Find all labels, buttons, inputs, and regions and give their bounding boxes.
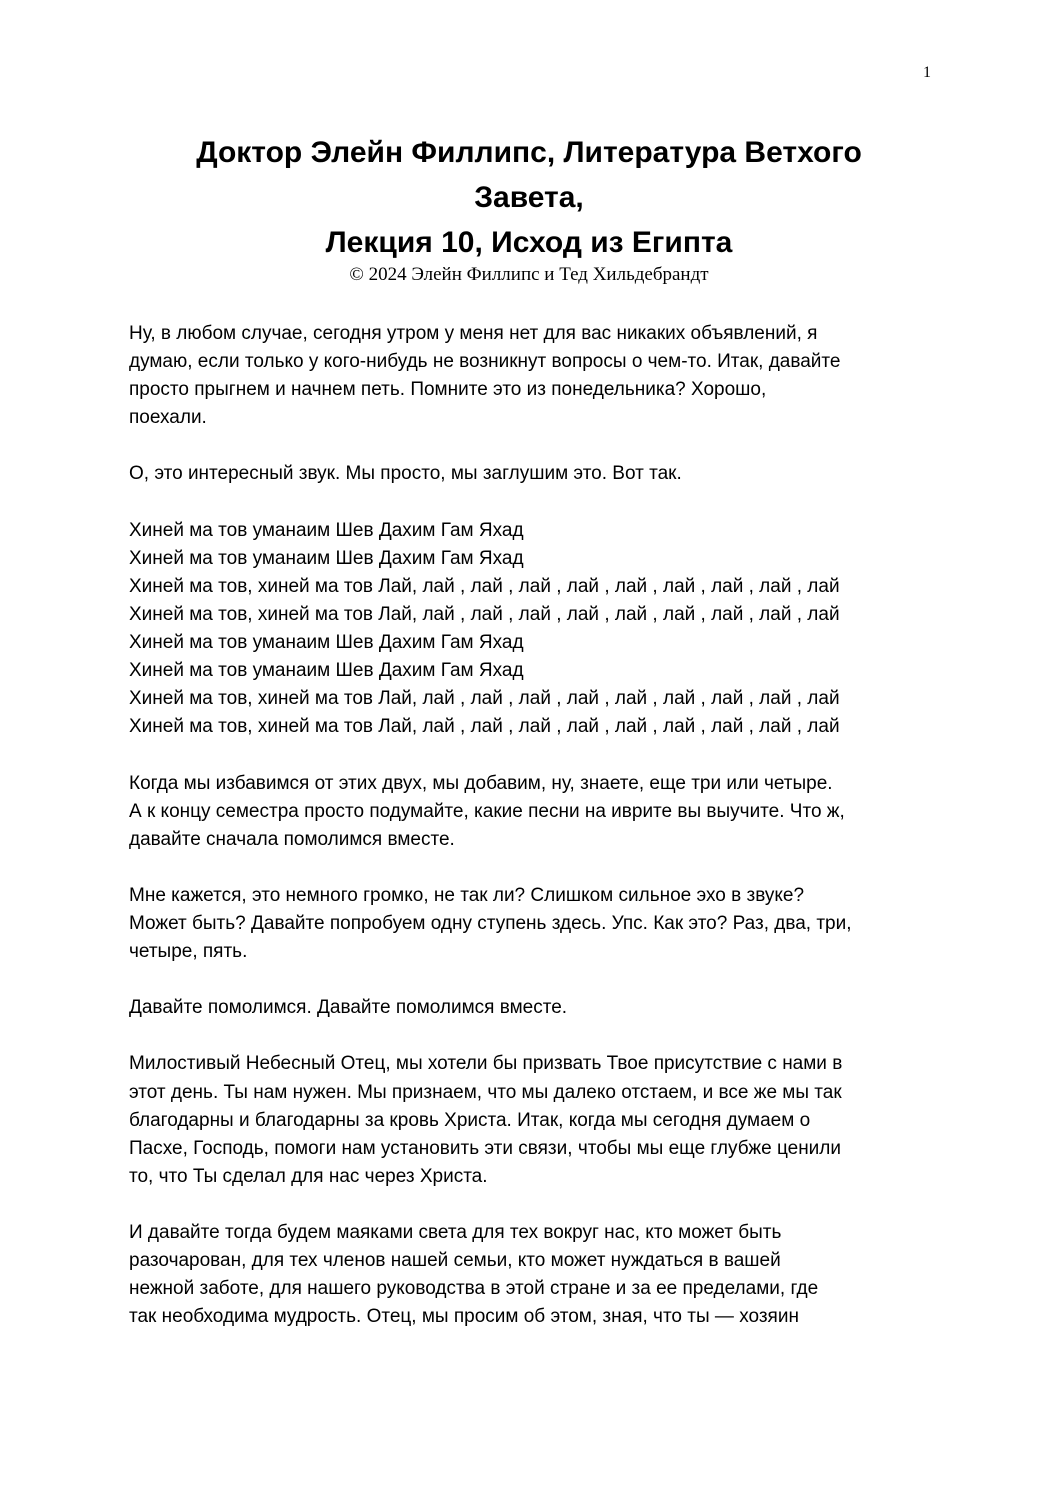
text-line: четыре, пять. [129,941,248,963]
lyric-line: Хиней ма тов, хиней ма тов Лай, лай , лай , лай , лай , лай , лай , лай , лай , лай [129,688,840,710]
page-number: 1 [923,64,931,81]
text-line: Ну, в любом случае, сегодня утром у меня нет для вас никаких объявлений, я [129,323,818,344]
lyric-line: Хиней ма тов уманаим Шев Дахим Гам Яхад [129,660,524,682]
copyright-notice: © 2024 Элейн Филлипс и Тед Хильдебрандт [349,264,709,285]
text-line: думаю, если только у кого-нибудь не возникнут вопросы о чем-то. Итак, давайте [129,351,841,373]
text-line: О, это интересный звук. Мы просто, мы заглушим это. Вот так. [129,463,682,485]
text-line: поехали. [129,407,207,429]
paragraph-7 [129,1050,929,1190]
text-line: разочарован, для тех членов нашей семьи, кто может нуждаться в вашей [129,1250,781,1272]
text-line: просто прыгнем и начнем петь. Помните это из понедельника? Хорошо, [129,379,767,401]
paragraph-6 [129,994,929,1022]
paragraph-4 [129,770,929,854]
paragraph-8 [129,1219,929,1331]
paragraph-5 [129,882,929,966]
title-line-1: Доктор Элейн Филлипс, Литература Ветхого [196,136,862,169]
text-line: А к концу семестра просто подумайте, какие песни на иврите вы выучите. Что ж, [129,800,845,822]
text-line: Мне кажется, это немного громко, не так ли? Слишком сильное эхо в звуке? [129,884,805,906]
text-line: Милостивый Небесный Отец, мы хотели бы призвать Твое присутствие с нами в [129,1053,843,1075]
lyric-line: Хиней ма тов уманаим Шев Дахим Гам Яхад [129,519,524,541]
lyric-line: Хиней ма тов уманаим Шев Дахим Гам Яхад [129,632,524,654]
text-line: Может быть? Давайте попробуем одну ступень здесь. Упс. Как это? Раз, два, три, [129,912,852,934]
title-block [130,130,928,287]
text-line: Пасхе, Господь, помоги нам установить эти связи, чтобы мы еще глубже ценили [129,1137,841,1159]
lyric-line: Хиней ма тов, хиней ма тов Лай, лай , лай , лай , лай , лай , лай , лай , лай , лай [129,575,840,597]
text-line: так необходима мудрость. Отец, мы просим об этом, зная, что ты — хозяин [129,1306,799,1328]
text-line: нежной заботе, для нашего руководства в этой стране и за ее пределами, где [129,1278,819,1300]
text-line: давайте сначала помолимся вместе. [129,828,455,850]
body-text [129,320,929,1359]
text-line: благодарны и благодарны за кровь Христа. Итак, когда мы сегодня думаем о [129,1109,811,1131]
text-line: Когда мы избавимся от этих двух, мы добавим, ну, знаете, еще три или четыре. [129,772,833,794]
text-line: Давайте помолимся. Давайте помолимся вместе. [129,997,568,1019]
lyric-line: Хиней ма тов, хиней ма тов Лай, лай , лай , лай , лай , лай , лай , лай , лай , лай [129,603,840,625]
title-line-2: Завета, [474,181,584,214]
title-line-3: Лекция 10, Исход из Египта [325,226,733,259]
paragraph-2 [129,460,929,488]
song-lyrics [129,517,929,742]
paragraph-1 [129,320,929,432]
lyric-line: Хиней ма тов, хиней ма тов Лай, лай , лай , лай , лай , лай , лай , лай , лай , лай [129,716,840,738]
text-line: И давайте тогда будем маяками света для тех вокруг нас, кто может быть [129,1222,782,1243]
text-line: то, что Ты сделал для нас через Христа. [129,1165,488,1187]
lyric-line: Хиней ма тов уманаим Шев Дахим Гам Яхад [129,547,524,569]
text-line: этот день. Ты нам нужен. Мы признаем, что мы далеко отстаем, и все же мы так [129,1081,842,1103]
